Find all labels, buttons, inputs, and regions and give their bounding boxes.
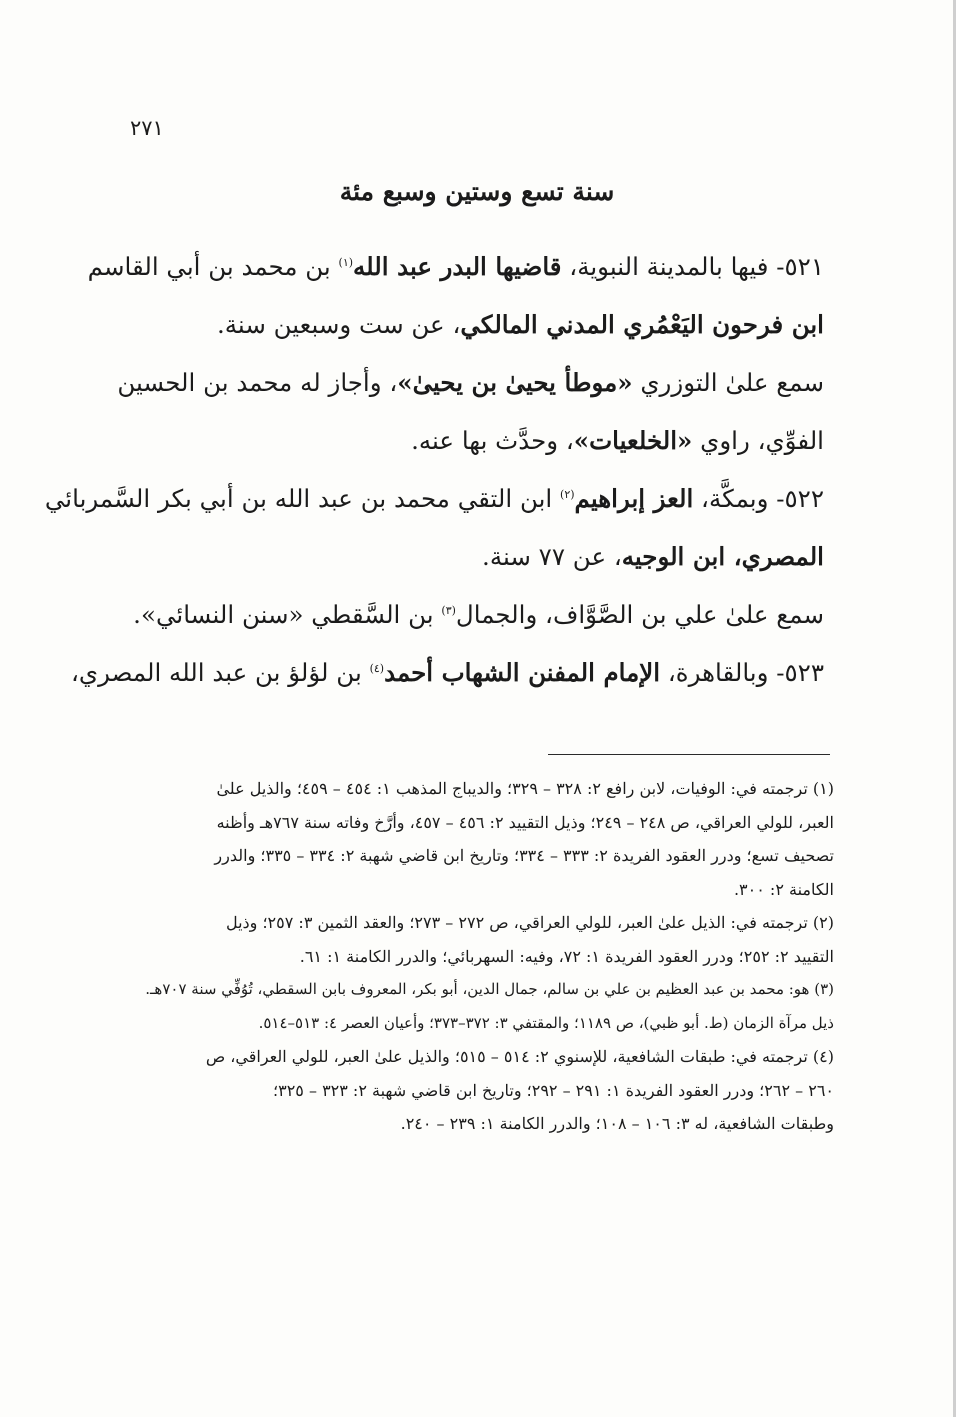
main-line: ٥٢١- فيها بالمدينة النبوية، قاضيها البدر عبد الله$^{(١)}$ بن محمد بن أبي القاسم [87,252,824,281]
footnote-line: (٢) ترجمته في: الذيل علىٰ العبر، للولي العراقي، ص ٢٧٢ – ٢٧٣؛ والعقد الثمين ٣: ٢٥٧؛ وذيل [225,913,834,932]
section-heading: سنة تسع وستين وسبع مئة [339,177,615,206]
main-line: الفوِّي، راوي «الخلعيات»، وحدَّث بها عنه. [411,426,824,455]
main-line: المصري، ابن الوجيه، عن ٧٧ سنة. [482,542,824,571]
main-line: سمع علىٰ علي بن الصَّوَّاف، والجمال$^{(٣)}$ بن السَّقطي «سنن النسائي». [133,600,824,629]
footnote-line: العبر، للولي العراقي، ص ٢٤٨ – ٢٤٩؛ وذيل التقييد ٢: ٤٥٦ – ٤٥٧، وأرَّخ وفاته سنة ٧٦٧هـ وأظنه [216,812,834,832]
main-line: ابن فرحون اليَعْمُري المدني المالكي، عن ست وسبعين سنة. [217,310,824,339]
footnote-line: الكامنة ٢: ٣٠٠. [733,879,834,899]
main-line: ٥٢٢- وبمكَّة، العز إبراهيم$^{(٢)}$ ابن التقي محمد بن عبد الله بن أبي بكر السَّمربائي [44,484,824,513]
footnote-line: ذيل مرآة الزمان (ط. أبو ظبي)، ص ١١٨٩؛ والمقتفي ٣: ٣٧٢–٣٧٣؛ وأعيان العصر ٤: ٥١٣–٥١٤. [258,1013,834,1032]
footnote-line: تصحيف تسع؛ ودرر العقود الفريدة ٢: ٣٣٣ – ٣٣٤؛ وتاريخ ابن قاضي شهبة ٢: ٣٣٤ – ٣٣٥؛ والدرر [214,846,834,865]
footnote-line: التقييد ٢: ٢٥٢؛ ودرر العقود الفريدة ١: ٧٢، وفيه: السهربائي؛ والدرر الكامنة ١: ٦١. [299,946,834,966]
footnote-line: (١) ترجمته في: الوفيات، لابن رافع ٢: ٣٢٨ – ٣٢٩؛ والديباج المذهب ١: ٤٥٤ – ٤٥٩؛ والذيل علىٰ [216,779,834,798]
footnote-line: وطبقات الشافعية، له ٣: ١٠٦ – ١٠٨؛ والدرر الكامنة ١: ٢٣٩ – ٢٤٠. [400,1114,834,1133]
page-number: ٢٧١ [130,116,164,140]
main-text [44,238,824,702]
footnotes [118,772,834,1141]
footnote-line: (٣) هو: محمد بن عبد العظيم بن علي بن سالم، جمال الدين، أبو بكر، المعروف بابن السقطي، تُوُفِّي سنة ٧٠٧هـ. [145,980,834,998]
main-line: ٥٢٣- وبالقاهرة، الإمام المفنن الشهاب أحمد$^{(٤)}$ بن لؤلؤ بن عبد الله المصري، [70,658,824,687]
main-line: سمع علىٰ التوزري «موطأ يحيىٰ بن يحيىٰ»، وأجاز له محمد بن الحسين [117,368,824,397]
footnote-divider [548,754,830,755]
footnote-line: (٤) ترجمته في: طبقات الشافعية، للإسنوي ٢: ٥١٤ – ٥١٥؛ والذيل علىٰ العبر، للولي العراقي، ص [205,1047,834,1066]
footnote-line: ٢٦٠ – ٢٦٢؛ ودرر العقود الفريدة ١: ٢٩١ – ٢٩٢؛ وتاريخ ابن قاضي شهبة ٢: ٣٢٣ – ٣٢٥؛ [273,1080,834,1100]
